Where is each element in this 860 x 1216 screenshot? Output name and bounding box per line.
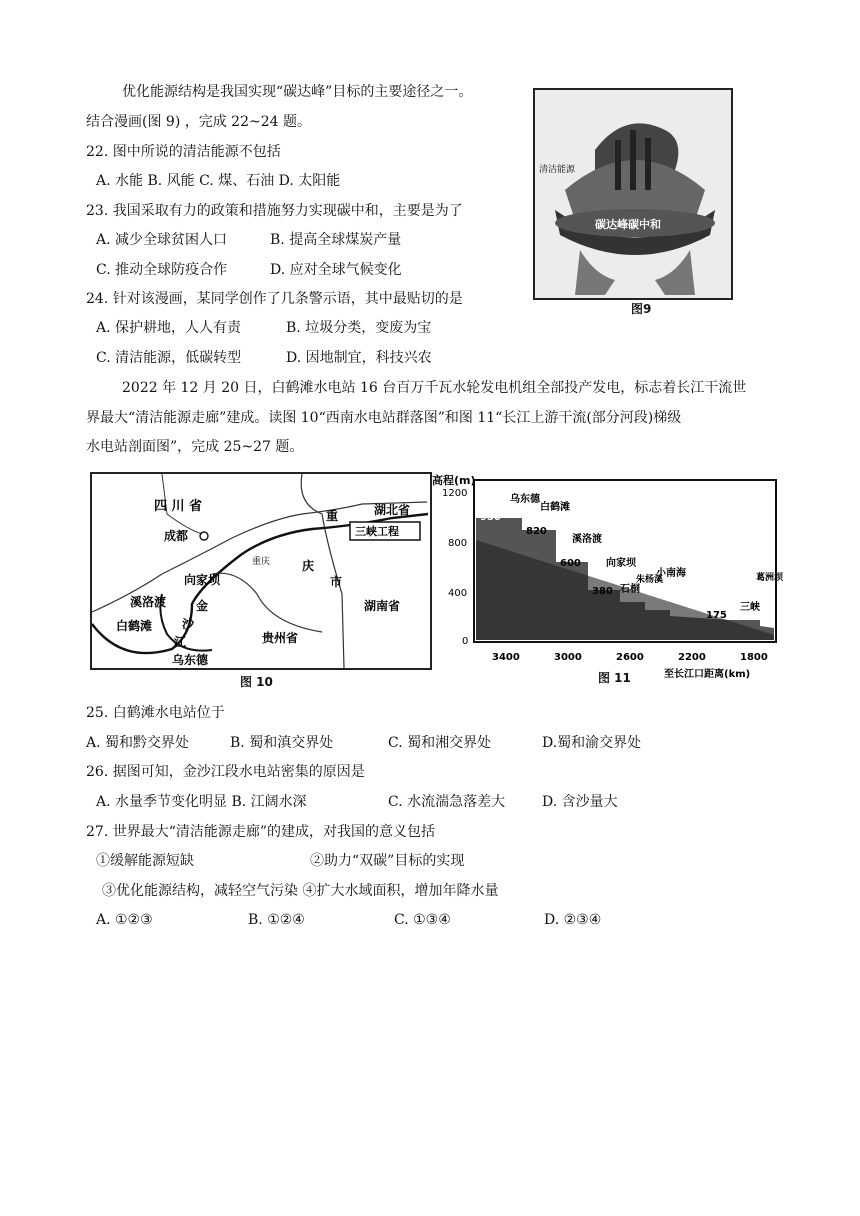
label-baihetan: 白鹤滩 xyxy=(116,619,153,633)
figure-11-profile xyxy=(430,470,784,685)
y-axis-label: 高程(m) xyxy=(432,474,476,487)
label-chengdu: 成都 xyxy=(164,529,189,543)
x-axis-label: 至长江口距离(km) xyxy=(664,669,751,680)
figure-11-caption: 图 11 xyxy=(598,671,631,685)
label-guizhou: 贵州省 xyxy=(262,631,299,645)
elev-wudongde: 950 xyxy=(480,512,501,523)
label-sichuan: 四 川 省 xyxy=(154,499,203,514)
y-tick-800: 800 xyxy=(448,538,468,549)
question-24-stem: 24. 针对该漫画，某同学创作了几条警示语，其中最贴切的是 xyxy=(86,291,463,307)
question-23-option-a: A. 减少全球贫困人口 xyxy=(96,232,228,248)
intro-paragraph-1-cont: 结合漫画(图 9) ，完成 22~24 题。 xyxy=(86,114,311,130)
question-25-stem: 25. 白鹤滩水电站位于 xyxy=(86,705,225,721)
cartoon-bowl-label: 碳达峰碳中和 xyxy=(595,218,661,231)
label-chong: 重 xyxy=(326,509,339,523)
question-24-option-c: C. 清洁能源，低碳转型 xyxy=(96,350,242,366)
question-25-option-a: A. 蜀和黔交界处 xyxy=(86,735,190,751)
cartoon-label-left: 清洁能源 xyxy=(539,165,576,175)
question-24-option-a: A. 保护耕地，人人有责 xyxy=(96,320,242,336)
question-22-options: A. 水能 B. 风能 C. 煤、石油 D. 太阳能 xyxy=(96,173,341,189)
x-tick-3400: 3400 xyxy=(492,652,520,663)
station-sanxia: 三峡 xyxy=(740,602,760,613)
station-xiangjiaba: 向家坝 xyxy=(606,558,636,569)
question-22-stem: 22. 图中所说的清洁能源不包括 xyxy=(86,144,281,160)
elev-sanxia: 175 xyxy=(706,610,727,621)
station-xiaonanhai: 小南海 xyxy=(656,568,686,579)
question-25-option-c: C. 蜀和湘交界处 xyxy=(388,735,492,751)
label-sha: 沙 xyxy=(182,617,195,631)
question-26-option-c: C. 水流湍急落差大 xyxy=(388,794,506,810)
label-hubei: 湖北省 xyxy=(374,503,411,517)
map-svg xyxy=(92,474,430,668)
question-27-stem: 27. 世界最大“清洁能源走廊”的建成，对我国的意义包括 xyxy=(86,824,436,840)
intro-paragraph-2-line-2: 界最大“清洁能源走廊”建成。读图 10“西南水电站群落图”和图 11“长江上游干流(部分河段)梯级 xyxy=(86,410,682,426)
station-zhuyangxi: 朱杨溪 xyxy=(636,575,664,585)
label-shi: 市 xyxy=(330,575,343,589)
elev-xiangjiaba: 380 xyxy=(592,586,613,597)
elev-xiluodu: 600 xyxy=(560,558,581,569)
intro-paragraph-2-line-1: 2022 年 12 月 20 日，白鹤滩水电站 16 台百万千瓦水轮发电机组全部投产发电，标志着长江干流世 xyxy=(122,380,747,396)
y-tick-400: 400 xyxy=(448,588,468,599)
x-tick-3000: 3000 xyxy=(554,652,582,663)
x-tick-2200: 2200 xyxy=(678,652,706,663)
question-25-option-b: B. 蜀和滇交界处 xyxy=(230,735,334,751)
label-jiang: 江 xyxy=(174,635,187,649)
x-tick-1800: 1800 xyxy=(740,652,768,663)
question-26-option-d: D. 含沙量大 xyxy=(542,794,618,810)
question-27-option-b: B. ①②④ xyxy=(248,912,305,928)
figure-10-caption: 图 10 xyxy=(240,675,273,689)
label-wudongde: 乌东德 xyxy=(172,653,209,667)
question-26-stem: 26. 据图可知，金沙江段水电站密集的原因是 xyxy=(86,764,365,780)
figure-9-cartoon xyxy=(533,88,733,300)
question-23-option-c: C. 推动全球防疫合作 xyxy=(96,262,228,278)
station-gezhouba: 葛洲坝 xyxy=(756,573,784,583)
question-27-statement-3-4: ③优化能源结构，减轻空气污染 ④扩大水域面积，增加年降水量 xyxy=(102,883,499,899)
question-25-option-d: D.蜀和渝交界处 xyxy=(542,735,642,751)
station-wudongde: 乌东德 xyxy=(510,494,540,505)
intro-paragraph-2-line-3: 水电站剖面图”，完成 25~27 题。 xyxy=(86,439,304,455)
profile-svg xyxy=(430,470,784,685)
figure-10-map xyxy=(90,472,432,670)
question-27-statement-1: ①缓解能源短缺 xyxy=(96,853,194,869)
question-24-option-b: B. 垃圾分类，变废为宝 xyxy=(286,320,432,336)
figure-9-caption: 图9 xyxy=(631,302,652,316)
question-23-option-d: D. 应对全球气候变化 xyxy=(270,262,402,278)
label-hunan: 湖南省 xyxy=(364,599,401,613)
question-27-option-d: D. ②③④ xyxy=(544,912,602,928)
y-tick-0: 0 xyxy=(462,636,469,647)
station-shitong: 石桐 xyxy=(620,584,640,595)
label-sanxia: 三峡工程 xyxy=(355,525,399,538)
label-xiangjiaba: 向家坝 xyxy=(184,573,221,587)
cartoon-illustration xyxy=(535,90,731,298)
label-xiluodu: 溪洛渡 xyxy=(130,595,167,609)
question-26-option-ab: A. 水量季节变化明显 B. 江阔水深 xyxy=(96,794,307,810)
question-23-stem: 23. 我国采取有力的政策和措施努力实现碳中和，主要是为了 xyxy=(86,203,463,219)
label-qing: 庆 xyxy=(302,559,315,573)
station-baihetan: 白鹤滩 xyxy=(540,502,570,513)
station-xiluodu: 溪洛渡 xyxy=(572,534,602,545)
question-24-option-d: D. 因地制宜，科技兴农 xyxy=(286,350,432,366)
question-27-statement-2: ②助力“双碳”目标的实现 xyxy=(310,853,465,869)
question-27-option-a: A. ①②③ xyxy=(96,912,153,928)
intro-paragraph-1: 优化能源结构是我国实现“碳达峰”目标的主要途径之一。 xyxy=(122,84,473,100)
elev-baihetan: 820 xyxy=(526,526,547,537)
x-tick-2600: 2600 xyxy=(616,652,644,663)
label-chongqing-city: 重庆 xyxy=(252,557,271,567)
y-tick-1200: 1200 xyxy=(442,488,468,499)
question-27-option-c: C. ①③④ xyxy=(394,912,451,928)
question-23-option-b: B. 提高全球煤炭产量 xyxy=(270,232,402,248)
label-jin: 金 xyxy=(196,599,209,613)
